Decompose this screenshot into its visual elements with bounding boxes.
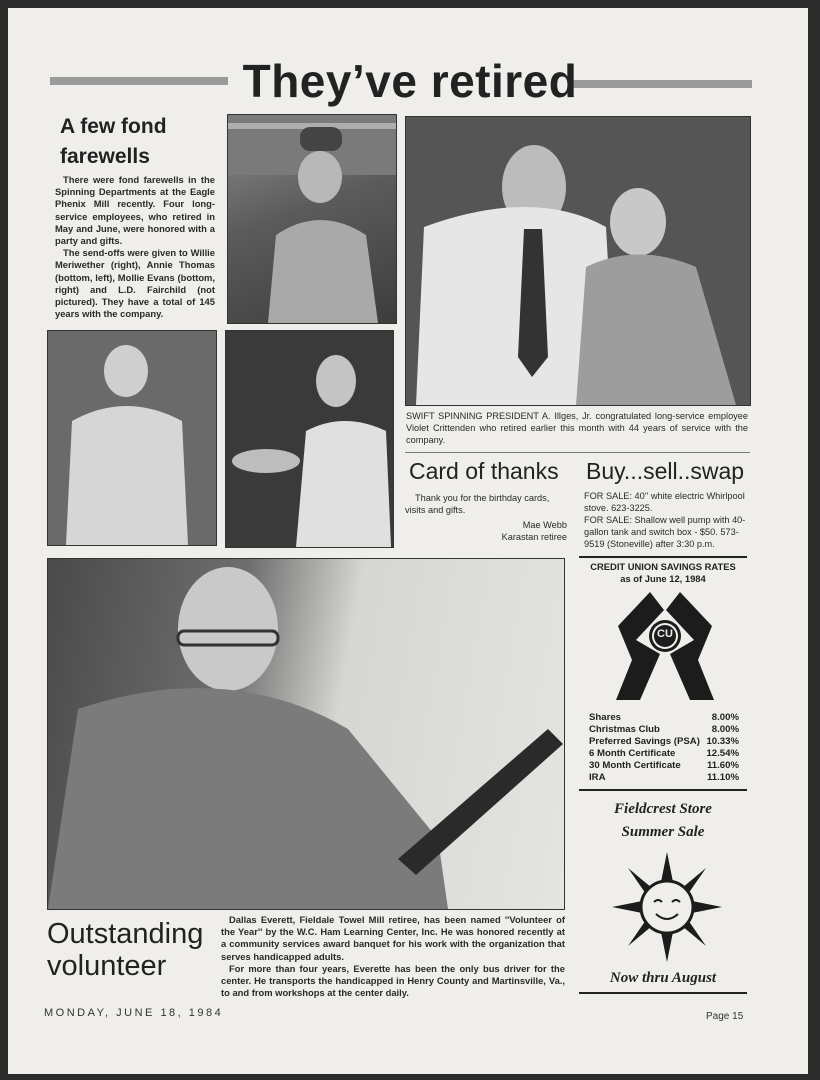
- credit-union-header: [579, 561, 747, 585]
- credit-union-subtitle: as of June 12, 1984: [620, 573, 706, 584]
- rate-row: [589, 748, 739, 760]
- card-of-thanks-body: [405, 492, 567, 543]
- fieldcrest-footer: Now thru August: [609, 970, 717, 986]
- card-of-thanks-name: Mae Webb: [522, 520, 567, 530]
- rate-row: [589, 712, 739, 724]
- sun-icon: [612, 852, 722, 962]
- fieldcrest-ad-header: [579, 798, 747, 844]
- fieldcrest-line2: Summer Sale: [621, 824, 705, 840]
- farewells-para2: The send-offs were given to Willie Meriwether (right), Annie Thomas (bottom, left), Mollie Evans (bottom, right) and L.D. Fairchild (not pictured). They have a total of 145 years with the company.: [55, 247, 215, 320]
- rate-row: [589, 772, 739, 784]
- credit-union-top-rule: [579, 556, 747, 558]
- rate-value: 8.00%: [711, 724, 739, 735]
- photo-willie-meriwether: [227, 114, 397, 324]
- credit-union-logo: [610, 590, 720, 702]
- rate-name: 30 Month Certificate: [589, 760, 681, 771]
- rate-row: [589, 760, 739, 772]
- farewells-title-line1: A few fond: [60, 115, 167, 138]
- buy-sell-swap-item1: FOR SALE: 40'' white electric Whirlpool stove. 623-3225.: [584, 491, 745, 513]
- volunteer-title-line1: Outstanding: [47, 918, 204, 950]
- card-of-thanks-affiliation: Karastan retiree: [501, 532, 567, 542]
- fieldcrest-bottom-rule: [579, 992, 747, 994]
- volunteer-para2: For more than four years, Everette has been the only bus driver for the center. He transports the handicapped in Henry County and Martinsville, Va., to and from workshops at the center daily.: [221, 962, 565, 999]
- credit-union-bottom-rule: [579, 789, 747, 791]
- fieldcrest-line1: Fieldcrest Store: [614, 801, 712, 817]
- rate-value: 11.60%: [706, 760, 739, 771]
- rate-row: [589, 724, 739, 736]
- card-of-thanks-title: Card of thanks: [409, 458, 559, 484]
- rate-row: [589, 736, 739, 748]
- farewells-body: [55, 174, 215, 320]
- page-headline: They’ve retired: [242, 55, 578, 107]
- footer-date: MONDAY, JUNE 18, 1984: [44, 1007, 224, 1019]
- card-of-thanks-text: Thank you for the birthday cards, visits and gifts.: [405, 493, 550, 515]
- rate-name: 6 Month Certificate: [589, 748, 676, 759]
- photo-illges-crittenden: [405, 116, 751, 406]
- buy-sell-swap-body: [584, 490, 747, 550]
- rate-value: 10.33%: [706, 736, 739, 747]
- swift-caption: SWIFT SPINNING PRESIDENT A. Illges, Jr. congratulated long-service employee Violet Crittenden who retired earlier this month with 44 years of service with the company.: [406, 411, 748, 445]
- rate-name: Shares: [589, 712, 621, 723]
- volunteer-title: [47, 918, 222, 982]
- rate-value: 8.00%: [711, 712, 739, 723]
- buy-sell-swap-title: Buy...sell..swap: [586, 458, 745, 484]
- rate-name: Christmas Club: [589, 724, 660, 735]
- credit-union-logo-text: CU: [657, 628, 673, 640]
- divider-top-classifieds: [405, 452, 750, 453]
- rate-value: 11.10%: [706, 772, 739, 783]
- volunteer-para1: Dallas Everett, Fieldale Towel Mill retiree, has been named ''Volunteer of the Year'' by the W.C. Ham Learning Center, Inc. He was honored recently at a community services award banquet for his work with the organization that serves handicapped adults.: [221, 914, 565, 962]
- volunteer-body: [221, 914, 565, 999]
- photo-annie-thomas: [47, 330, 217, 546]
- credit-union-rates-table: [589, 712, 739, 784]
- farewells-title-line2: farewells: [60, 145, 150, 168]
- rate-value: 12.54%: [706, 748, 739, 759]
- farewells-title: [60, 112, 220, 172]
- credit-union-title: CREDIT UNION SAVINGS RATES: [590, 561, 736, 572]
- photo-dallas-everett: [47, 558, 565, 910]
- volunteer-title-line2: volunteer: [47, 950, 167, 982]
- page-number: Page 15: [706, 1011, 744, 1022]
- rate-name: Preferred Savings (PSA): [589, 736, 700, 747]
- rate-name: IRA: [589, 772, 606, 783]
- buy-sell-swap-item2: FOR SALE: Shallow well pump with 40-gallon tank and switch box - $50. 573-9519 (Stoneville) after 3:30 p.m.: [584, 515, 746, 549]
- farewells-para1: There were fond farewells in the Spinning Departments at the Eagle Phenix Mill recently. Four long-service employees, who retired in May and June, were honored with a party and gifts.: [55, 174, 215, 247]
- photo-mollie-evans: [225, 330, 394, 548]
